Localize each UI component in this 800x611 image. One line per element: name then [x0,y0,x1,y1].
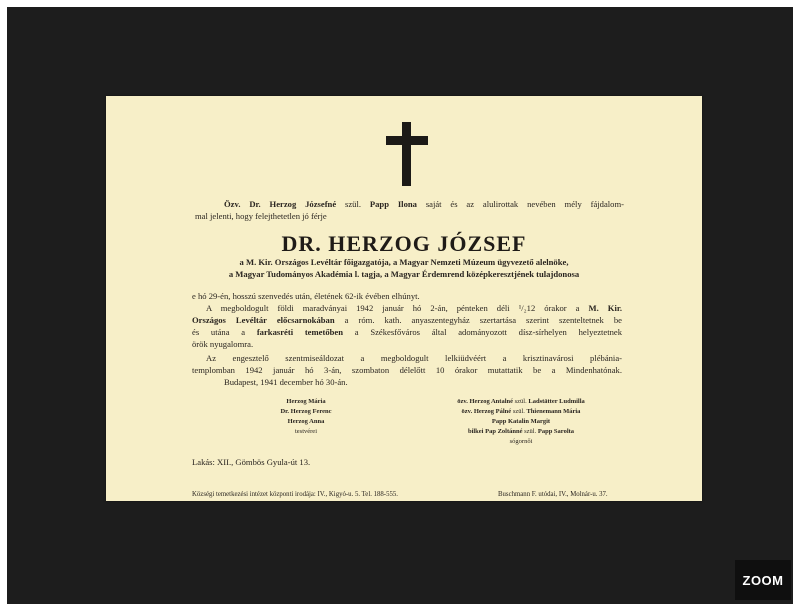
inlaw-name: bilkei Pap Zoltánné [467,428,523,435]
intro-line-2: mal jelenti, hogy felejthetetlen jó férje [195,211,327,221]
funeral-rite: a róm. kath. anyaszentegyház szertartása szerint szenteltetnek be [344,315,622,325]
cross-icon [386,122,428,186]
zoom-logo-text: ZOOM [742,572,784,588]
inlaw-name: özv. Herzog Pálné [461,408,512,415]
funeral-text: A megboldogult földi maradványai 1942 január hó 2-án, pénteken déli [206,303,510,313]
deceased-title-2: a Magyar Tudományos Akadémia l. tagja, a Magyar Érdemrend középkeresztjének tulajdonosa [228,269,580,279]
inlaw-line-3: Papp Katalin Margit [491,418,551,425]
szul-label: szül. [512,408,525,415]
inlaws-label: sógornői [509,438,533,445]
mass-line-2: templomban 1942 január hó 3-án, szombaton délelőtt 10 órakor mutattatik be a Mindenhatónak. [192,365,622,375]
funeral-line-3 [192,326,622,338]
death-notice: e hó 29-én, hosszú szenvedés után, életének 62-ik évében elhúnyt. [192,291,420,301]
residence-address: Lakás: XII., Gömbös Gyula-út 13. [192,457,311,467]
widow-maiden-name: Papp Ilona [369,199,417,209]
siblings-label: testvérei [294,428,318,435]
inlaw-maiden-name: Thienemann Mária [526,408,581,415]
obituary-card [106,96,702,501]
cemetery-name: farkasréti temetőben [256,327,344,337]
inlaw-name: özv. Herzog Antalné [457,398,514,405]
funeral-place-b: Országos Levéltár előcsarnokában [192,315,335,325]
deceased-name: DR. HERZOG JÓZSEF [281,231,527,256]
sibling-name: Dr. Herzog Ferenc [280,408,332,415]
inlaw-maiden-name: Ladstätter Ludmilla [528,398,585,405]
funeral-text: és utána a [192,327,246,337]
szul-label: szül. [345,199,362,209]
inlaw-maiden-name: Papp Sarolta [537,428,575,435]
funeral-time: ¹/₂12 órakor a [518,303,580,313]
funeral-office-footer: Községi temetkezési intézet központi irodája: IV., Kigyó-u. 5. Tel. 188-555. [192,491,398,498]
zoom-logo [735,560,791,600]
burial-text: a Székesfőváros által adományozott dísz-sírhelyen helyeztetnek [354,327,623,337]
intro-line-1 [224,198,624,210]
mass-line-1: Az engesztelő szentmiseáldozat a megboldogult lelkiüdvéért a krisztinavárosi plébánia- [206,353,622,363]
widow-name: Özv. Dr. Herzog Józsefné [224,199,337,209]
funeral-line-4: örök nyugalomra. [192,339,254,349]
printer-footer: Buschmann F. utódai, IV., Molnár-u. 37. [498,491,608,498]
funeral-place-a: M. Kir. [588,303,623,313]
place-date: Budapest, 1941 december hó 30-án. [224,377,348,387]
intro-text: saját és az alulirottak nevében mély fájdalom- [425,199,625,209]
sibling-name: Herzog Anna [287,418,325,425]
szul-label: szül. [524,428,537,435]
sibling-name: Herzog Mária [286,398,326,405]
szul-label: szül. [514,398,527,405]
funeral-line-1 [206,302,622,314]
deceased-title-1: a M. Kir. Országos Levéltár főigazgatója, a Magyar Nemzeti Múzeum ügyvezető alelnöke, [239,257,569,267]
funeral-line-2 [192,314,622,326]
